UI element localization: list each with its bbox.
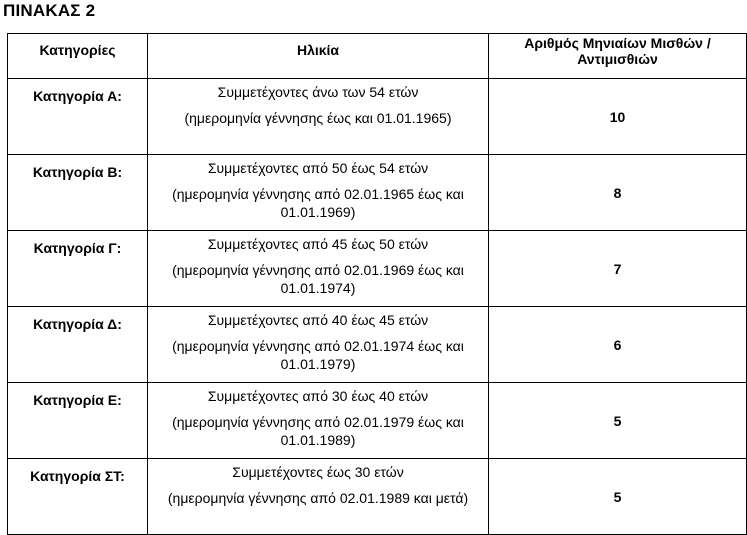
age-cell — [148, 307, 489, 383]
age-range-text: Συμμετέχοντες από 40 έως 45 ετών — [207, 312, 429, 328]
salaries-count-cell: 6 — [489, 307, 747, 383]
birthdate-range-text: (ημερομηνία γέννησης έως και 01.01.1965) — [184, 110, 452, 126]
header-age: Ηλικία — [148, 34, 489, 79]
age-cell — [148, 231, 489, 307]
age-range-text: Συμμετέχοντες έως 30 ετών — [232, 464, 404, 480]
age-cell — [148, 383, 489, 459]
table-row — [8, 459, 747, 535]
category-cell: Κατηγορία Δ: — [8, 307, 148, 383]
age-range-text: Συμμετέχοντες άνω των 54 ετών — [217, 84, 419, 100]
salaries-count-cell: 5 — [489, 383, 747, 459]
table-heading: ΠΙΝΑΚΑΣ 2 — [3, 1, 96, 20]
table-row — [8, 231, 747, 307]
salaries-count-cell: 5 — [489, 459, 747, 535]
table-header-row — [8, 34, 747, 79]
salaries-count-cell: 10 — [489, 79, 747, 155]
age-cell — [148, 459, 489, 535]
birthdate-range-text: (ημερομηνία γέννησης από 02.01.1974 έως και 01.01.1979) — [172, 338, 464, 372]
table-row — [8, 307, 747, 383]
table-row — [8, 383, 747, 459]
category-cell: Κατηγορία ΣΤ: — [8, 459, 148, 535]
birthdate-range-text: (ημερομηνία γέννησης από 02.01.1979 έως και 01.01.1989) — [172, 414, 464, 448]
age-cell — [148, 155, 489, 231]
table-row — [8, 79, 747, 155]
compensation-table — [7, 33, 747, 535]
header-categories: Κατηγορίες — [8, 34, 148, 79]
category-cell: Κατηγορία Β: — [8, 155, 148, 231]
table-row — [8, 155, 747, 231]
category-cell: Κατηγορία Ε: — [8, 383, 148, 459]
category-cell: Κατηγορία Α: — [8, 79, 148, 155]
birthdate-range-text: (ημερομηνία γέννησης από 02.01.1965 έως και 01.01.1969) — [172, 186, 464, 220]
age-range-text: Συμμετέχοντες από 50 έως 54 ετών — [207, 160, 429, 176]
birthdate-range-text: (ημερομηνία γέννησης από 02.01.1989 και μετά) — [167, 490, 469, 506]
header-salaries: Αριθμός Μηνιαίων Μισθών /Αντιμισθιών — [489, 34, 747, 79]
age-range-text: Συμμετέχοντες από 30 έως 40 ετών — [207, 388, 429, 404]
salaries-count-cell: 7 — [489, 231, 747, 307]
age-range-text: Συμμετέχοντες από 45 έως 50 ετών — [207, 236, 429, 252]
birthdate-range-text: (ημερομηνία γέννησης από 02.01.1969 έως και 01.01.1974) — [172, 262, 464, 296]
salaries-count-cell: 8 — [489, 155, 747, 231]
age-cell — [148, 79, 489, 155]
category-cell: Κατηγορία Γ: — [8, 231, 148, 307]
